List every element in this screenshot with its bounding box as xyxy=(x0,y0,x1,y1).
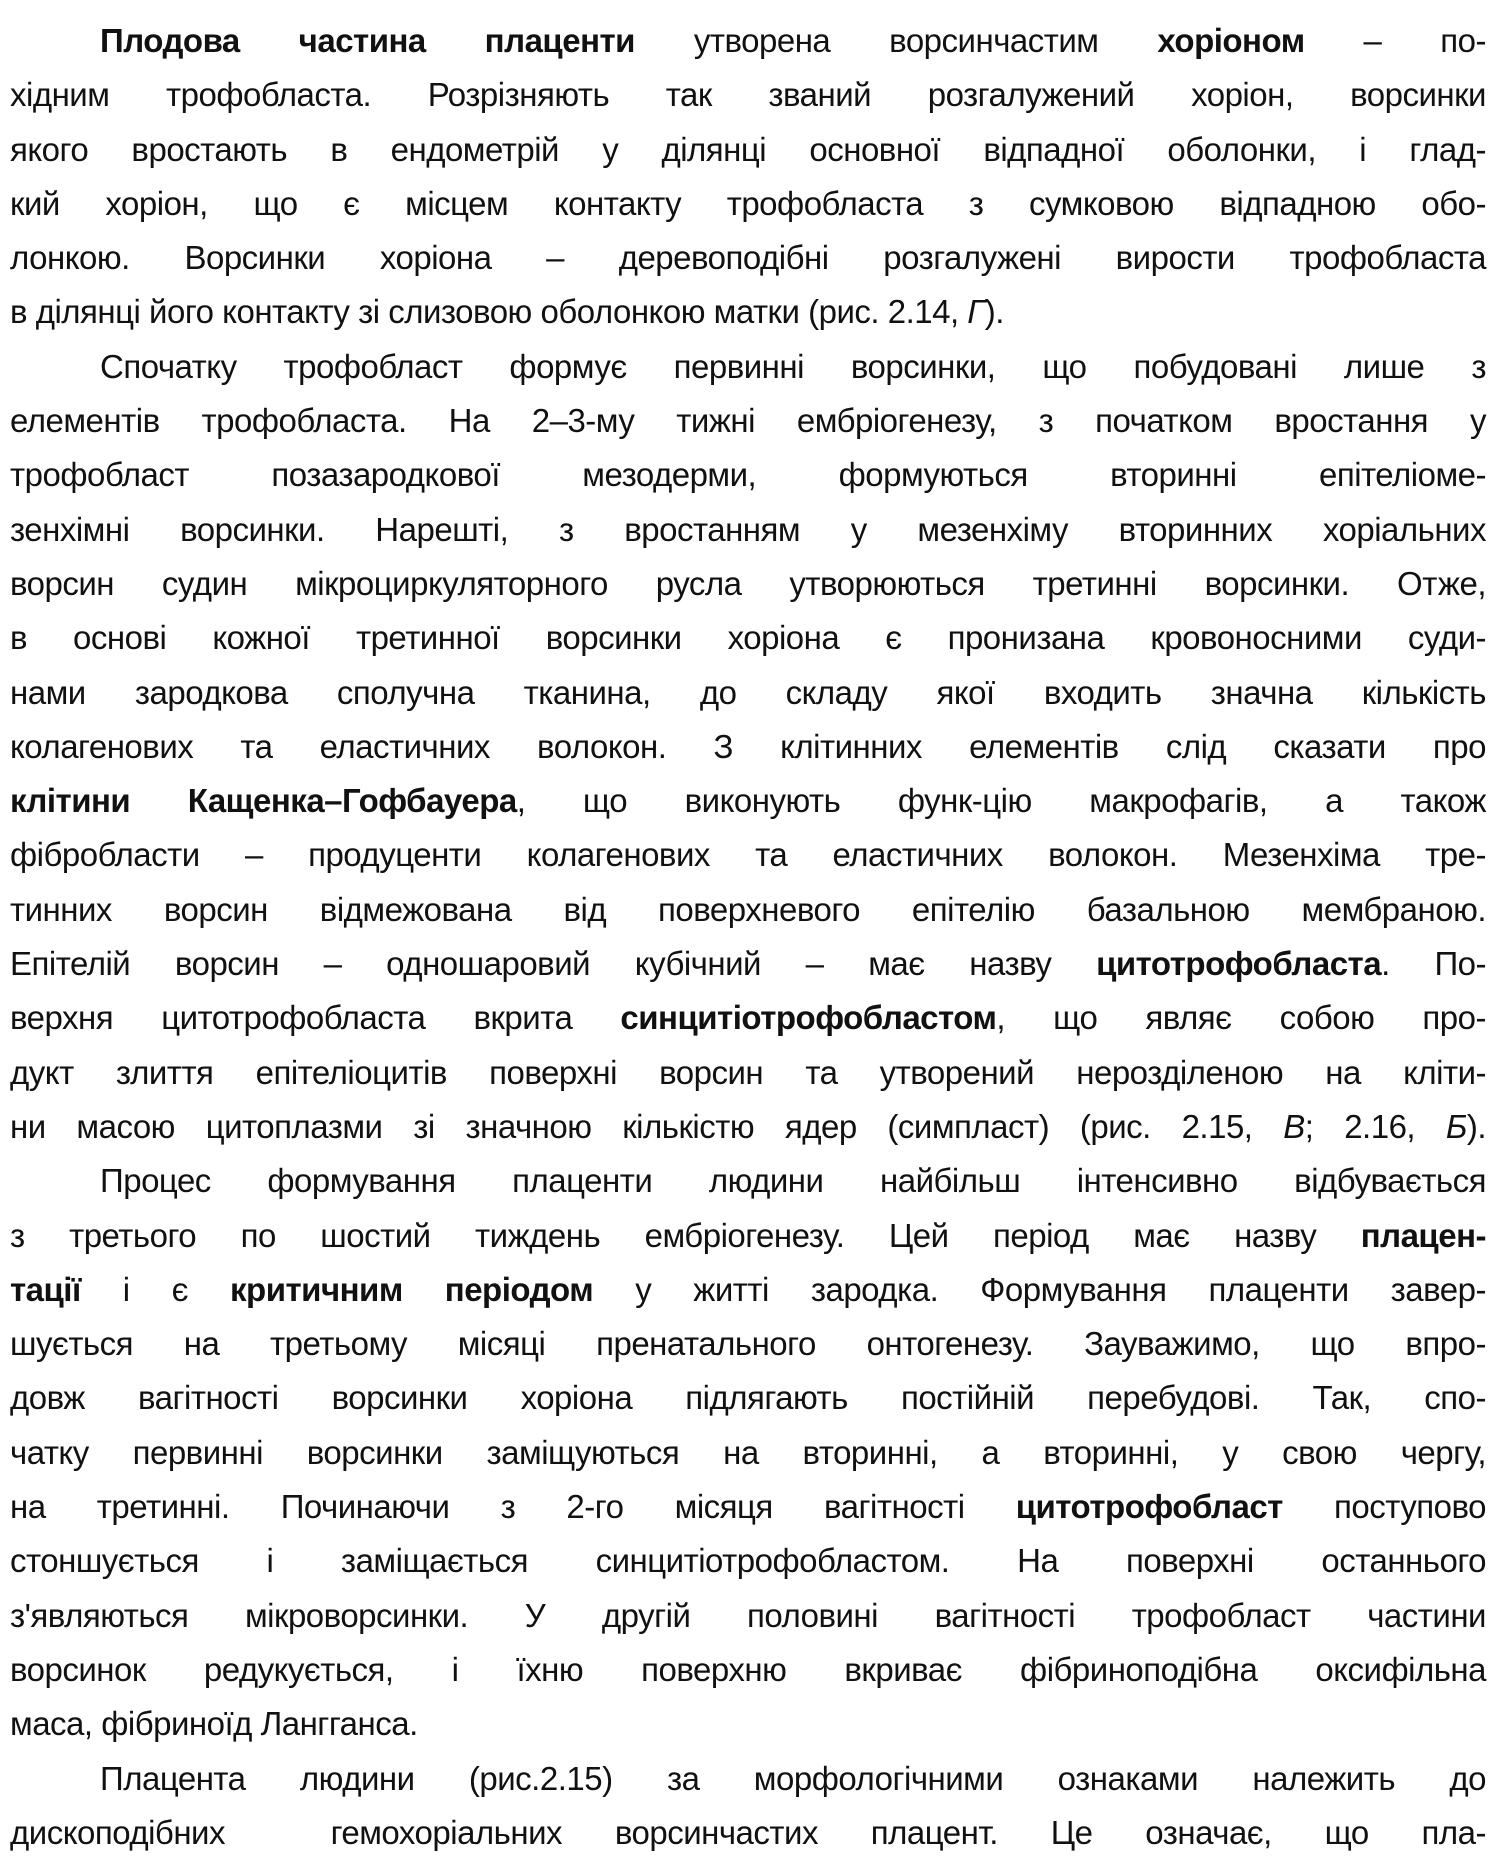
text-line xyxy=(10,340,1486,394)
text-line xyxy=(10,557,1486,611)
text-run: кий хоріон, що є місцем контакту трофобласта з сумковою відпадною обо- xyxy=(10,185,1486,222)
bold-term: цитотрофобласта xyxy=(1096,945,1381,982)
bold-term: клітини Кащенка–Гофбауера xyxy=(10,782,517,819)
text-line xyxy=(10,285,1486,339)
text-line xyxy=(10,1806,1486,1860)
text-run: дископодібних гемохоріальних ворсинчастих плацент. Це означає, що пла- xyxy=(10,1814,1486,1851)
text-line xyxy=(10,1480,1486,1534)
bold-term: синцитіотрофобластом xyxy=(620,999,996,1036)
text-line xyxy=(10,937,1486,991)
text-line xyxy=(10,68,1486,122)
text-run: колагенових та еластичних волокон. З клітинних елементів слід сказати про xyxy=(10,728,1486,765)
text-run: трофобласт позазародкової мезодерми, формуються вторинні епітеліоме- xyxy=(10,456,1486,493)
textbook-page xyxy=(10,14,1486,1860)
text-run: поступово xyxy=(1283,1488,1486,1525)
text-line xyxy=(10,231,1486,285)
text-line xyxy=(10,1154,1486,1208)
text-line xyxy=(10,448,1486,502)
text-run: – по- xyxy=(1305,22,1486,59)
text-line xyxy=(10,1589,1486,1643)
text-run: з'являються мікроворсинки. У другій половині вагітності трофобласт частини xyxy=(10,1597,1486,1634)
text-run: дукт злиття епітеліоцитів поверхні ворсин та утворений нерозділеною на кліти- xyxy=(10,1054,1486,1091)
paragraph xyxy=(10,14,1486,340)
text-run: якого вростають в ендометрій у ділянці основної відпадної оболонки, і глад- xyxy=(10,131,1486,168)
text-run: Плацента людини (рис.2.15) за морфологічними ознаками належить до xyxy=(100,1760,1486,1797)
text-line xyxy=(10,1371,1486,1425)
text-run: хідним трофобласта. Розрізняють так званий розгалужений хоріон, ворсинки xyxy=(10,76,1486,113)
text-line xyxy=(10,123,1486,177)
text-run: стоншується і заміщається синцитіотрофобластом. На поверхні останнього xyxy=(10,1542,1486,1579)
text-run: лонкою. Ворсинки хоріона – деревоподібні розгалужені вирости трофобласта xyxy=(10,239,1486,276)
text-run: на третинні. Починаючи з 2-го місяця вагітності xyxy=(10,1488,1016,1525)
text-run: Спочатку трофобласт формує первинні ворсинки, що побудовані лише з xyxy=(100,348,1486,385)
figure-ref-italic: Г xyxy=(967,293,984,330)
text-run: маса, фібриноїд Лангганса. xyxy=(10,1705,418,1742)
text-run: , що виконують функ-цію макрофагів, а також xyxy=(517,782,1486,819)
text-run: фібробласти – продуценти колагенових та еластичних волокон. Мезенхіма тре- xyxy=(10,836,1486,873)
text-line xyxy=(10,666,1486,720)
text-line xyxy=(10,1643,1486,1697)
text-run: елементів трофобласта. На 2–3-му тижні ембріогенезу, з початком вростання у xyxy=(10,402,1486,439)
text-run: ). xyxy=(1467,1108,1486,1145)
paragraph xyxy=(10,1752,1486,1860)
text-run: . По- xyxy=(1381,945,1486,982)
text-line xyxy=(10,1317,1486,1371)
text-run: ворсинок редукується, і їхню поверхню вкриває фібриноподібна оксифільна xyxy=(10,1651,1486,1688)
text-line xyxy=(10,611,1486,665)
text-run: зенхімні ворсинки. Нарешті, з вростанням у мезенхіму вторинних хоріальних xyxy=(10,511,1486,548)
text-run: в основі кожної третинної ворсинки хоріона є пронизана кровоносними суди- xyxy=(10,619,1486,656)
text-line xyxy=(10,991,1486,1045)
text-run: чатку первинні ворсинки заміщуються на вторинні, а вторинні, у свою чергу, xyxy=(10,1434,1486,1471)
text-line xyxy=(10,1209,1486,1263)
text-line xyxy=(10,774,1486,828)
text-line xyxy=(10,720,1486,774)
text-run: в ділянці його контакту зі слизовою оболонкою матки (рис. 2.14, xyxy=(10,293,967,330)
bold-term: критичним періодом xyxy=(230,1271,593,1308)
bold-term: плацен- xyxy=(1361,1217,1486,1254)
text-run: ). xyxy=(985,293,1004,330)
text-line xyxy=(10,14,1486,68)
text-line xyxy=(10,1426,1486,1480)
text-line xyxy=(10,177,1486,231)
text-run: з третього по шостий тиждень ембріогенезу. Цей період має назву xyxy=(10,1217,1361,1254)
text-run: утворена ворсинчастим xyxy=(635,22,1157,59)
figure-ref-italic: В xyxy=(1283,1108,1305,1145)
text-run: тинних ворсин відмежована від поверхневого епітелію базальною мембраною. xyxy=(10,891,1486,928)
figure-ref-italic: Б xyxy=(1446,1108,1467,1145)
bold-term: тації xyxy=(10,1271,81,1308)
text-run: у житті зародка. Формування плаценти завер- xyxy=(593,1271,1486,1308)
text-run: і є xyxy=(81,1271,230,1308)
bold-term: хоріоном xyxy=(1157,22,1304,59)
text-line xyxy=(10,883,1486,937)
text-run: нами зародкова сполучна тканина, до складу якої входить значна кількість xyxy=(10,674,1486,711)
bold-term: Плодова частина плаценти xyxy=(100,22,635,59)
text-line xyxy=(10,1263,1486,1317)
text-run: шується на третьому місяці пренатального онтогенезу. Зауважимо, що впро- xyxy=(10,1325,1486,1362)
text-line xyxy=(10,1100,1486,1154)
text-run: верхня цитотрофобласта вкрита xyxy=(10,999,620,1036)
text-run: Епітелій ворсин – одношаровий кубічний – має назву xyxy=(10,945,1096,982)
text-line xyxy=(10,1752,1486,1806)
text-run: ни масою цитоплазми зі значною кількістю ядер (симпласт) (рис. 2.15, xyxy=(10,1108,1283,1145)
text-run: ворсин судин мікроциркуляторного русла утворюються третинні ворсинки. Отже, xyxy=(10,565,1486,602)
paragraph xyxy=(10,1154,1486,1751)
text-run: ; 2.16, xyxy=(1305,1108,1446,1145)
text-run: Процес формування плаценти людини найбільш інтенсивно відбувається xyxy=(100,1162,1486,1199)
text-run: довж вагітності ворсинки хоріона підлягають постійній перебудові. Так, спо- xyxy=(10,1379,1486,1416)
bold-term: цитотрофобласт xyxy=(1016,1488,1283,1525)
text-line xyxy=(10,394,1486,448)
text-line xyxy=(10,1046,1486,1100)
text-line xyxy=(10,503,1486,557)
text-run: , що являє собою про- xyxy=(996,999,1486,1036)
paragraph xyxy=(10,340,1486,1154)
text-line xyxy=(10,1534,1486,1588)
text-line xyxy=(10,828,1486,882)
text-line xyxy=(10,1697,1486,1751)
